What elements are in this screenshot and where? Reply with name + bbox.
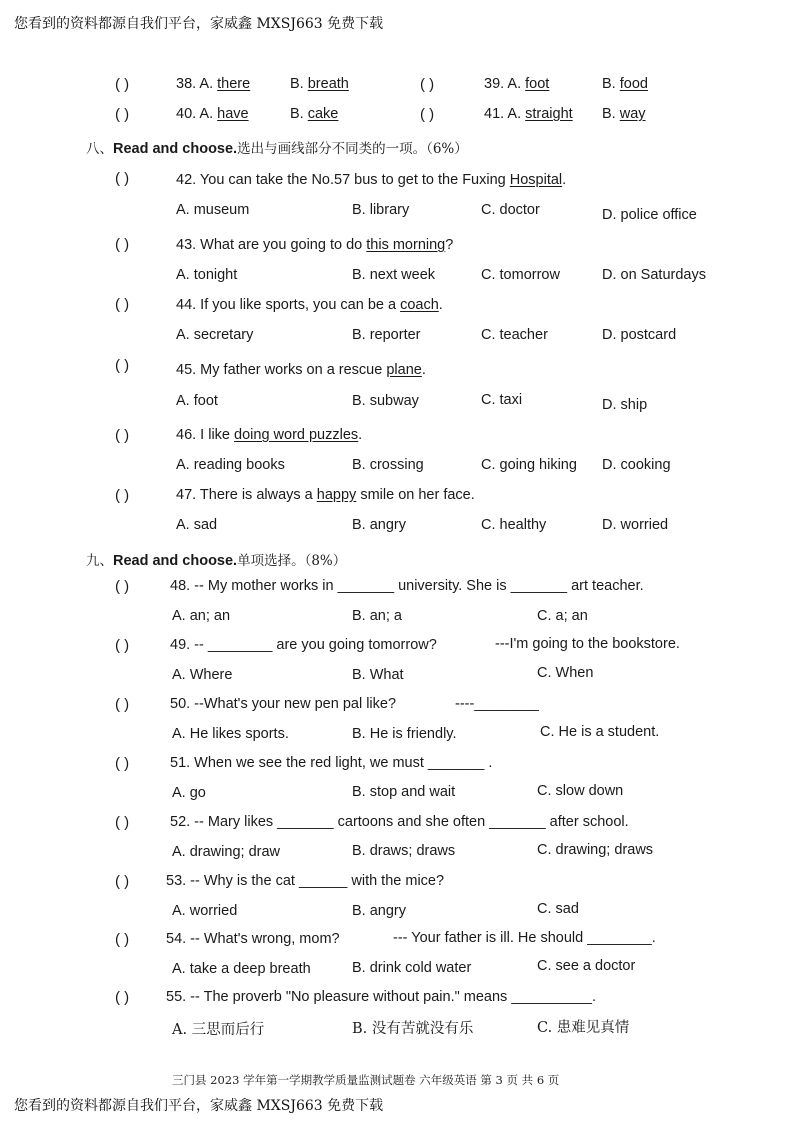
- question-45: 45. My father works on a rescue plane.: [176, 362, 426, 378]
- q51-option-b: B. stop and wait: [352, 784, 456, 800]
- q55-option-a: A. 三思而后行: [172, 1022, 265, 1038]
- q44-option-b: B. reporter: [352, 327, 421, 343]
- answer-paren: ( ): [115, 637, 130, 654]
- question-47: 47. There is always a happy smile on her face.: [176, 487, 475, 503]
- question-40: 40. A. have: [176, 106, 249, 122]
- question-42: 42. You can take the No.57 bus to get to the Fuxing Hospital.: [176, 172, 567, 188]
- q53-option-b: B. angry: [352, 903, 406, 919]
- q42-option-d: D. police office: [602, 207, 697, 223]
- answer-paren: ( ): [115, 931, 130, 948]
- q45-option-d: D. ship: [602, 397, 648, 413]
- answer-paren: ( ): [115, 76, 130, 93]
- q52-option-b: B. draws; draws: [352, 843, 456, 859]
- q38-option-b: B. breath: [290, 76, 349, 92]
- q47-option-d: D. worried: [602, 517, 669, 533]
- q55-option-b: B. 没有苦就没有乐: [352, 1021, 474, 1037]
- q50-option-c: C. He is a student.: [540, 724, 660, 740]
- question-39: 39. A. foot: [484, 76, 550, 92]
- q43-option-d: D. on Saturdays: [602, 267, 706, 283]
- q49-option-c: C. When: [537, 665, 594, 681]
- q54-reply: --- Your father is ill. He should ________.: [393, 930, 656, 946]
- q54-option-a: A. take a deep breath: [172, 961, 311, 977]
- q48-option-c: C. a; an: [537, 608, 588, 624]
- q45-option-c: C. taxi: [481, 392, 523, 408]
- q43-option-b: B. next week: [352, 267, 436, 283]
- q55-option-c: C. 患难见真情: [537, 1020, 630, 1036]
- q45-option-b: B. subway: [352, 393, 419, 409]
- answer-paren: ( ): [115, 170, 130, 187]
- q39-option-b: B. food: [602, 76, 648, 92]
- answer-paren: ( ): [115, 873, 130, 890]
- q47-option-c: C. healthy: [481, 517, 547, 533]
- section-9-heading: 九、Read and choose.单项选择。（8%）: [86, 553, 347, 569]
- answer-paren: ( ): [115, 696, 130, 713]
- q49-option-a: A. Where: [172, 667, 233, 683]
- q40-option-b: B. cake: [290, 106, 339, 122]
- q52-option-c: C. drawing; draws: [537, 842, 654, 858]
- question-48: 48. -- My mother works in _______ university. She is _______ art teacher.: [170, 578, 644, 594]
- answer-paren: ( ): [115, 236, 130, 253]
- question-41: 41. A. straight: [484, 106, 573, 122]
- question-51: 51. When we see the red light, we must _______ .: [170, 755, 493, 771]
- q50-option-a: A. He likes sports.: [172, 726, 289, 742]
- answer-paren: ( ): [115, 755, 130, 772]
- q49-option-b: B. What: [352, 667, 404, 683]
- q46-option-d: D. cooking: [602, 457, 671, 473]
- answer-paren: ( ): [115, 578, 130, 595]
- answer-paren: ( ): [115, 427, 130, 444]
- question-50: 50. --What's your new pen pal like?: [170, 696, 397, 712]
- q53-option-a: A. worried: [172, 903, 238, 919]
- q43-option-c: C. tomorrow: [481, 267, 560, 283]
- answer-paren: ( ): [115, 814, 130, 831]
- question-55: 55. -- The proverb "No pleasure without pain." means __________.: [166, 989, 596, 1005]
- q41-option-b: B. way: [602, 106, 646, 122]
- q53-option-c: C. sad: [537, 901, 579, 917]
- question-53: 53. -- Why is the cat ______ with the mice?: [166, 873, 445, 889]
- page-footer: 三门县 2023 学年第一学期教学质量监测试题卷 六年级英语 第 3 页 共 6 页: [172, 1073, 560, 1087]
- q44-option-a: A. secretary: [176, 327, 254, 343]
- q51-option-a: A. go: [172, 785, 206, 801]
- q43-option-a: A. tonight: [176, 267, 238, 283]
- question-38: 38. A. there: [176, 76, 251, 92]
- q48-option-b: B. an; a: [352, 608, 402, 624]
- watermark-top: 您看到的资料都源自我们平台，家威鑫 MXSJ663 免费下载: [14, 16, 384, 32]
- answer-paren: ( ): [115, 989, 130, 1006]
- question-46: 46. I like doing word puzzles.: [176, 427, 363, 443]
- question-44: 44. If you like sports, you can be a coach.: [176, 297, 443, 313]
- section-8-heading: 八、Read and choose.选出与画线部分不同类的一项。（6%）: [86, 141, 468, 157]
- q42-option-b: B. library: [352, 202, 410, 218]
- q51-option-c: C. slow down: [537, 783, 624, 799]
- q46-option-b: B. crossing: [352, 457, 424, 473]
- q46-option-c: C. going hiking: [481, 457, 577, 473]
- q50-option-b: B. He is friendly.: [352, 726, 457, 742]
- q46-option-a: A. reading books: [176, 457, 285, 473]
- q44-option-c: C. teacher: [481, 327, 548, 343]
- q54-option-b: B. drink cold water: [352, 960, 472, 976]
- question-49: 49. -- ________ are you going tomorrow?: [170, 637, 437, 653]
- question-43: 43. What are you going to do this morning?: [176, 237, 454, 253]
- answer-paren: ( ): [420, 76, 435, 93]
- q42-option-c: C. doctor: [481, 202, 540, 218]
- answer-paren: ( ): [420, 106, 435, 123]
- answer-paren: ( ): [115, 357, 130, 374]
- q47-option-a: A. sad: [176, 517, 218, 533]
- q52-option-a: A. drawing; draw: [172, 844, 280, 860]
- q49-reply: ---I'm going to the bookstore.: [495, 636, 680, 652]
- answer-paren: ( ): [115, 487, 130, 504]
- q50-reply: ----________: [455, 696, 539, 712]
- watermark-bottom: 您看到的资料都源自我们平台，家威鑫 MXSJ663 免费下载: [14, 1098, 384, 1114]
- q45-option-a: A. foot: [176, 393, 218, 409]
- q44-option-d: D. postcard: [602, 327, 677, 343]
- q48-option-a: A. an; an: [172, 608, 231, 624]
- q42-option-a: A. museum: [176, 202, 250, 218]
- q47-option-b: B. angry: [352, 517, 406, 533]
- answer-paren: ( ): [115, 296, 130, 313]
- q54-option-c: C. see a doctor: [537, 958, 636, 974]
- question-52: 52. -- Mary likes _______ cartoons and she often _______ after school.: [170, 814, 629, 830]
- answer-paren: ( ): [115, 106, 130, 123]
- question-54: 54. -- What's wrong, mom?: [166, 931, 340, 947]
